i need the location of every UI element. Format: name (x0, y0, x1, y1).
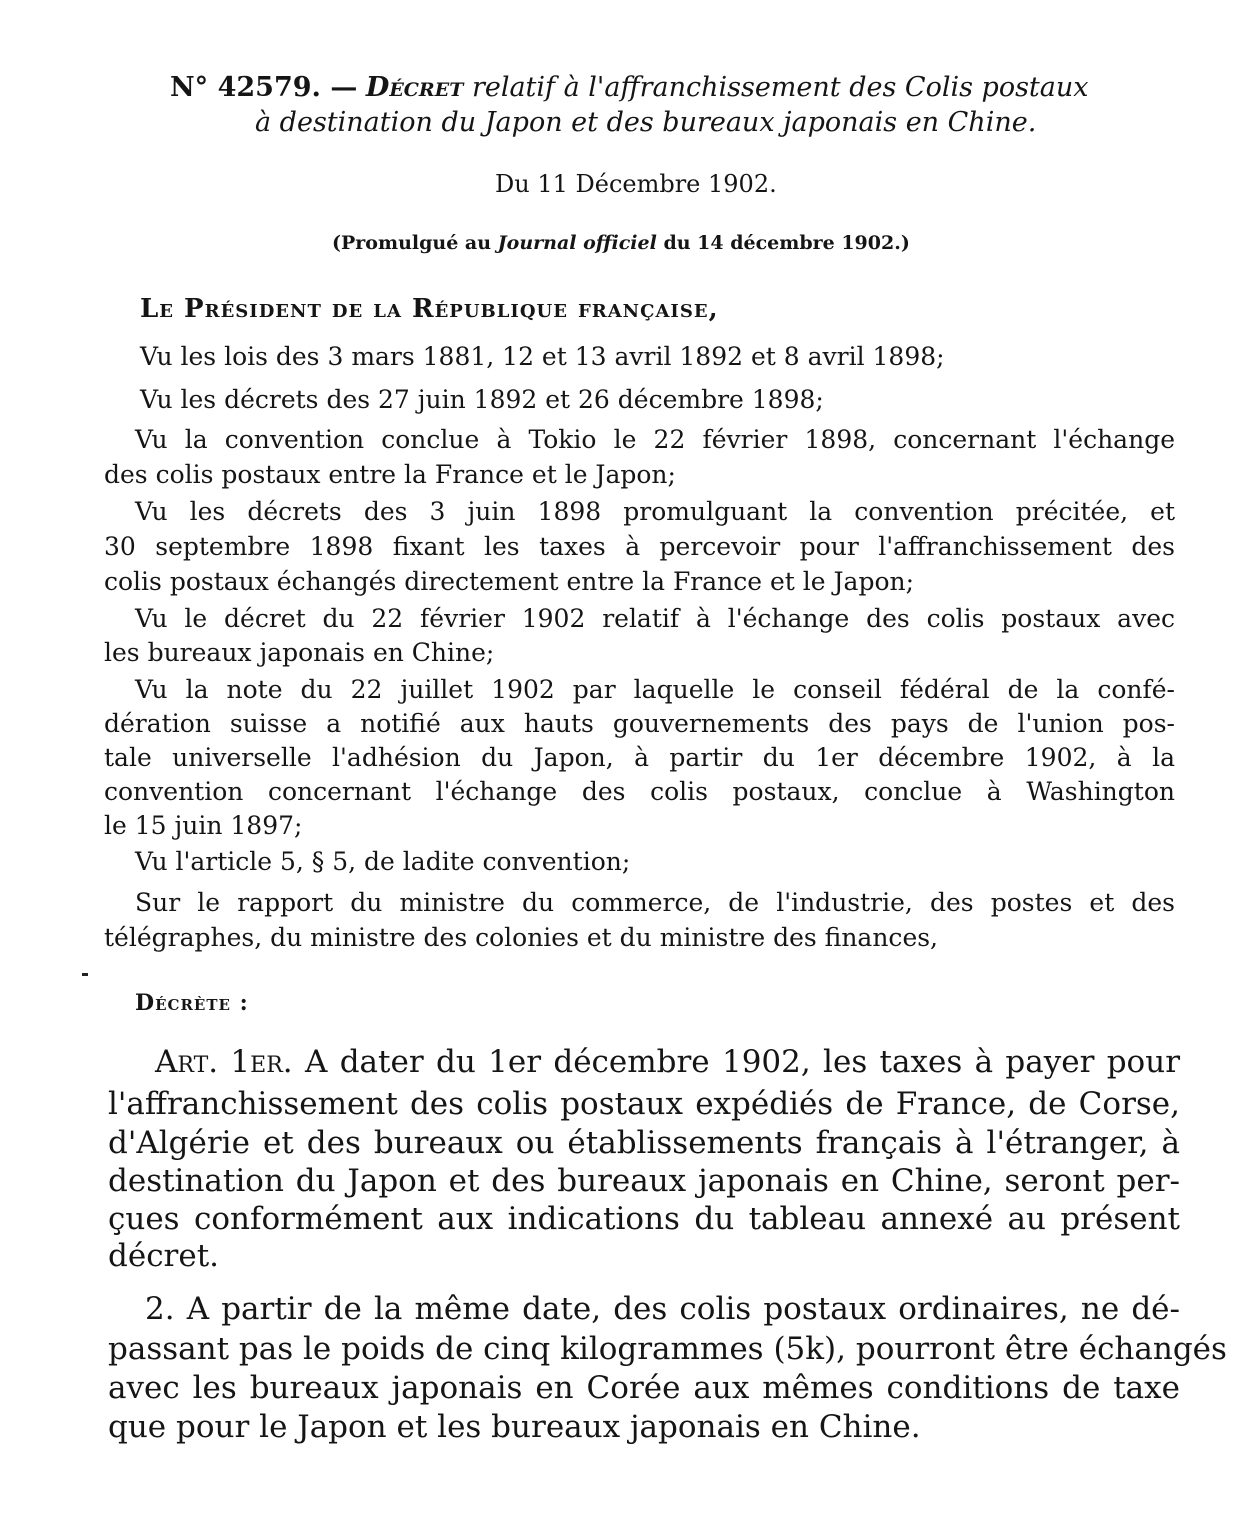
promulgation-suffix: du 14 décembre 1902.) (663, 232, 910, 254)
visa-line: Vu la note du 22 juillet 1902 par laquelle le conseil fédéral de la confé- (135, 675, 1175, 704)
article-2-line: passant pas le poids de cinq kilogrammes (5k), pourront être échangés (108, 1331, 1227, 1367)
president-heading: Le Président de la République française, (140, 294, 719, 324)
visa-line: dération suisse a notifié aux hauts gouvernements des pays de l'union pos- (104, 709, 1175, 738)
visa-line: colis postaux échangés directement entre la France et le Japon; (104, 567, 915, 596)
visa-line: convention concernant l'échange des colis postaux, conclue à Washington (104, 777, 1175, 806)
visa-line: Sur le rapport du ministre du commerce, de l'industrie, des postes et des (135, 888, 1175, 917)
promulgation-note (332, 232, 910, 254)
visa-line: Vu les décrets des 3 juin 1898 promulguant la convention précitée, et (135, 497, 1175, 526)
decree-title-rest: relatif à l'affranchissement des Colis postaux (471, 72, 1089, 103)
article-2-line: que pour le Japon et les bureaux japonais en Chine. (108, 1409, 921, 1445)
article-2-line: 2. A partir de la même date, des colis postaux ordinaires, ne dé- (145, 1291, 1180, 1327)
decree-title-line-1 (170, 72, 1089, 103)
article-1-line (155, 1044, 1180, 1080)
visa-line: le 15 juin 1897; (104, 811, 303, 840)
article-1-text: A dater du 1er décembre 1902, les taxes à payer pour (304, 1044, 1181, 1080)
visa-line: Vu le décret du 22 février 1902 relatif à l'échange des colis postaux avec (135, 604, 1175, 633)
visa-line: des colis postaux entre la France et le Japon; (104, 460, 676, 489)
article-2-line: avec les bureaux japonais en Corée aux mêmes conditions de taxe (108, 1370, 1180, 1406)
article-1-line: çues conformément aux indications du tableau annexé au présent (108, 1201, 1180, 1237)
article-1-line: destination du Japon et des bureaux japonais en Chine, seront per- (108, 1163, 1180, 1199)
stray-mark (82, 973, 88, 976)
decree-title-line-2: à destination du Japon et des bureaux japonais en Chine. (255, 107, 1037, 138)
promulgation-prefix: (Promulgué au (332, 232, 492, 254)
decree-date: Du 11 Décembre 1902. (495, 170, 777, 198)
visa-line: Vu l'article 5, § 5, de ladite convention; (135, 847, 631, 876)
visa-line: 30 septembre 1898 fixant les taxes à percevoir pour l'affranchissement des (104, 532, 1175, 561)
article-1-label: Art. 1er. (155, 1044, 293, 1080)
visa-line: tale universelle l'adhésion du Japon, à partir du 1er décembre 1902, à la (104, 743, 1175, 772)
article-1-line: décret. (108, 1238, 220, 1274)
visa-line: Vu les lois des 3 mars 1881, 12 et 13 avril 1892 et 8 avril 1898; (140, 342, 945, 371)
visa-line: télégraphes, du ministre des colonies et du ministre des finances, (104, 923, 939, 952)
visa-line: Vu la convention conclue à Tokio le 22 février 1898, concernant l'échange (135, 425, 1175, 454)
journal-officiel: Journal officiel (497, 232, 657, 254)
decree-word: Décret (365, 72, 464, 103)
visa-line: Vu les décrets des 27 juin 1892 et 26 décembre 1898; (140, 385, 824, 414)
article-1-line: l'affranchissement des colis postaux expédiés de France, de Corse, (108, 1086, 1180, 1122)
decree-number: N° 42579. — (170, 72, 358, 103)
decrete-heading: Décrète : (135, 990, 249, 1016)
visa-line: les bureaux japonais en Chine; (104, 638, 495, 667)
article-1-line: d'Algérie et des bureaux ou établissements français à l'étranger, à (108, 1125, 1180, 1161)
